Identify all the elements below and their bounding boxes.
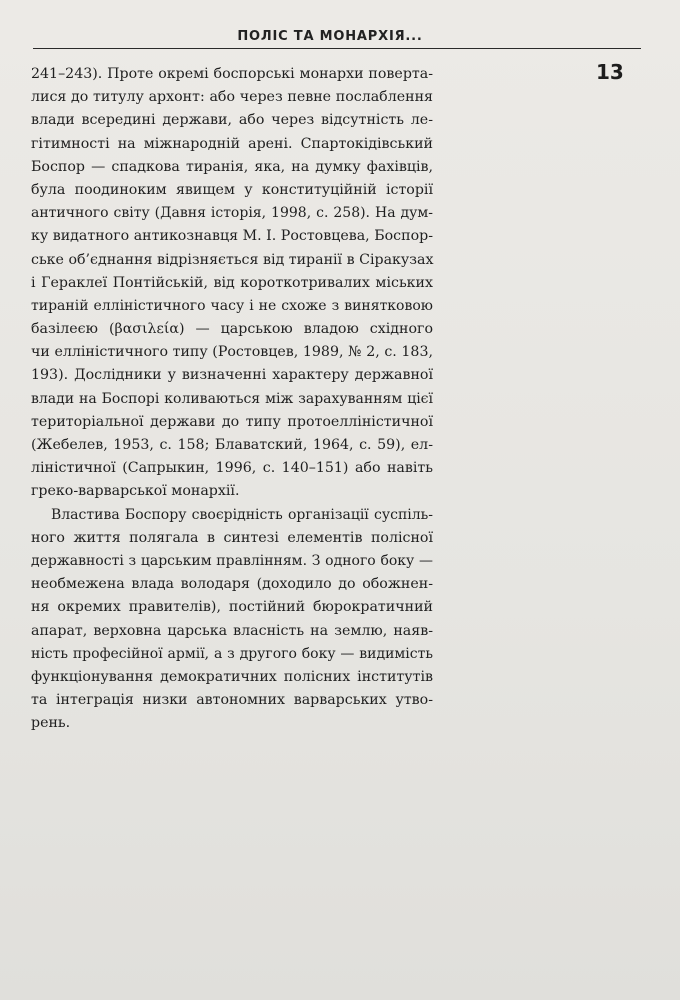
text-line: (Жебелев, 1953, с. 158; Блаватский, 1964, с. 59), ел- [31,437,433,453]
text-line: функціонування демократичних полісних інститутів [31,668,433,685]
text-line: 193). Дослідники у визначенні характеру державної [31,367,433,384]
paragraph [31,504,433,736]
text-line: базілеєю (βασιλεία) — царською владою східного [31,321,433,338]
text-line: тираній елліністичного часу і не схоже з винятковою [31,297,433,314]
text-line: гітимності на міжнародній арені. Спартокідівський [31,135,433,152]
text-line: державності з царським правлінням. З одного боку — [31,552,433,569]
text-line: апарат, верховна царська власність на землю, наяв- [31,622,433,639]
text-line: ку видатного антикознавця М. І. Ростовцева, Боспор- [31,228,433,245]
text-line: ське об’єднання відрізняється від тиранії в Сіракузах [31,251,434,268]
text-line: Боспор — спадкова тиранія, яка, на думку фахівців, [31,158,433,175]
text-line: ного життя полягала в синтезі елементів полісної [31,529,433,546]
text-line: ліністичної (Сапрыкин, 1996, с. 140–151) або навіть [31,460,433,477]
running-title: ПОЛІС ТА МОНАРХІЯ... [237,29,423,44]
page-number: 13 [596,60,624,84]
text-line: лися до титулу архонт: або через певне послаблення [31,89,433,106]
text-line: та інтеграція низки автономних варварських утво- [31,692,433,709]
text-line: влади на Боспорі коливаються між зарахуванням цієї [31,390,433,407]
text-line: чи елліністичного типу (Ростовцев, 1989, № 2, с. 183, [31,344,433,361]
body-text [31,63,433,735]
text-line: Властива Боспору своєрідність організації суспіль- [51,506,433,523]
text-line: і Гераклеї Понтійській, від короткотривалих міських [31,274,433,291]
text-line: ня окремих правителів), постійний бюрократичний [31,599,433,616]
text-line: 241–243). Проте окремі боспорські монархи поверта- [31,66,433,82]
text-line: рень. [31,715,71,732]
text-line: ність професійної армії, а з другого боку — видимість [31,645,433,662]
text-line: античного світу (Давня історія, 1998, с. 258). На дум- [31,205,433,222]
paragraph [31,63,433,504]
text-line: греко-варварської монархії. [31,483,240,500]
text-line: необмежена влада володаря (доходило до обожнен- [31,576,433,593]
text-line: влади всередині держави, або через відсутність ле- [31,112,433,129]
text-line: територіальної держави до типу протоелліністичної [31,413,433,430]
text-line: була поодиноким явищем у конституційній історії [31,181,433,198]
header-rule [33,48,641,49]
